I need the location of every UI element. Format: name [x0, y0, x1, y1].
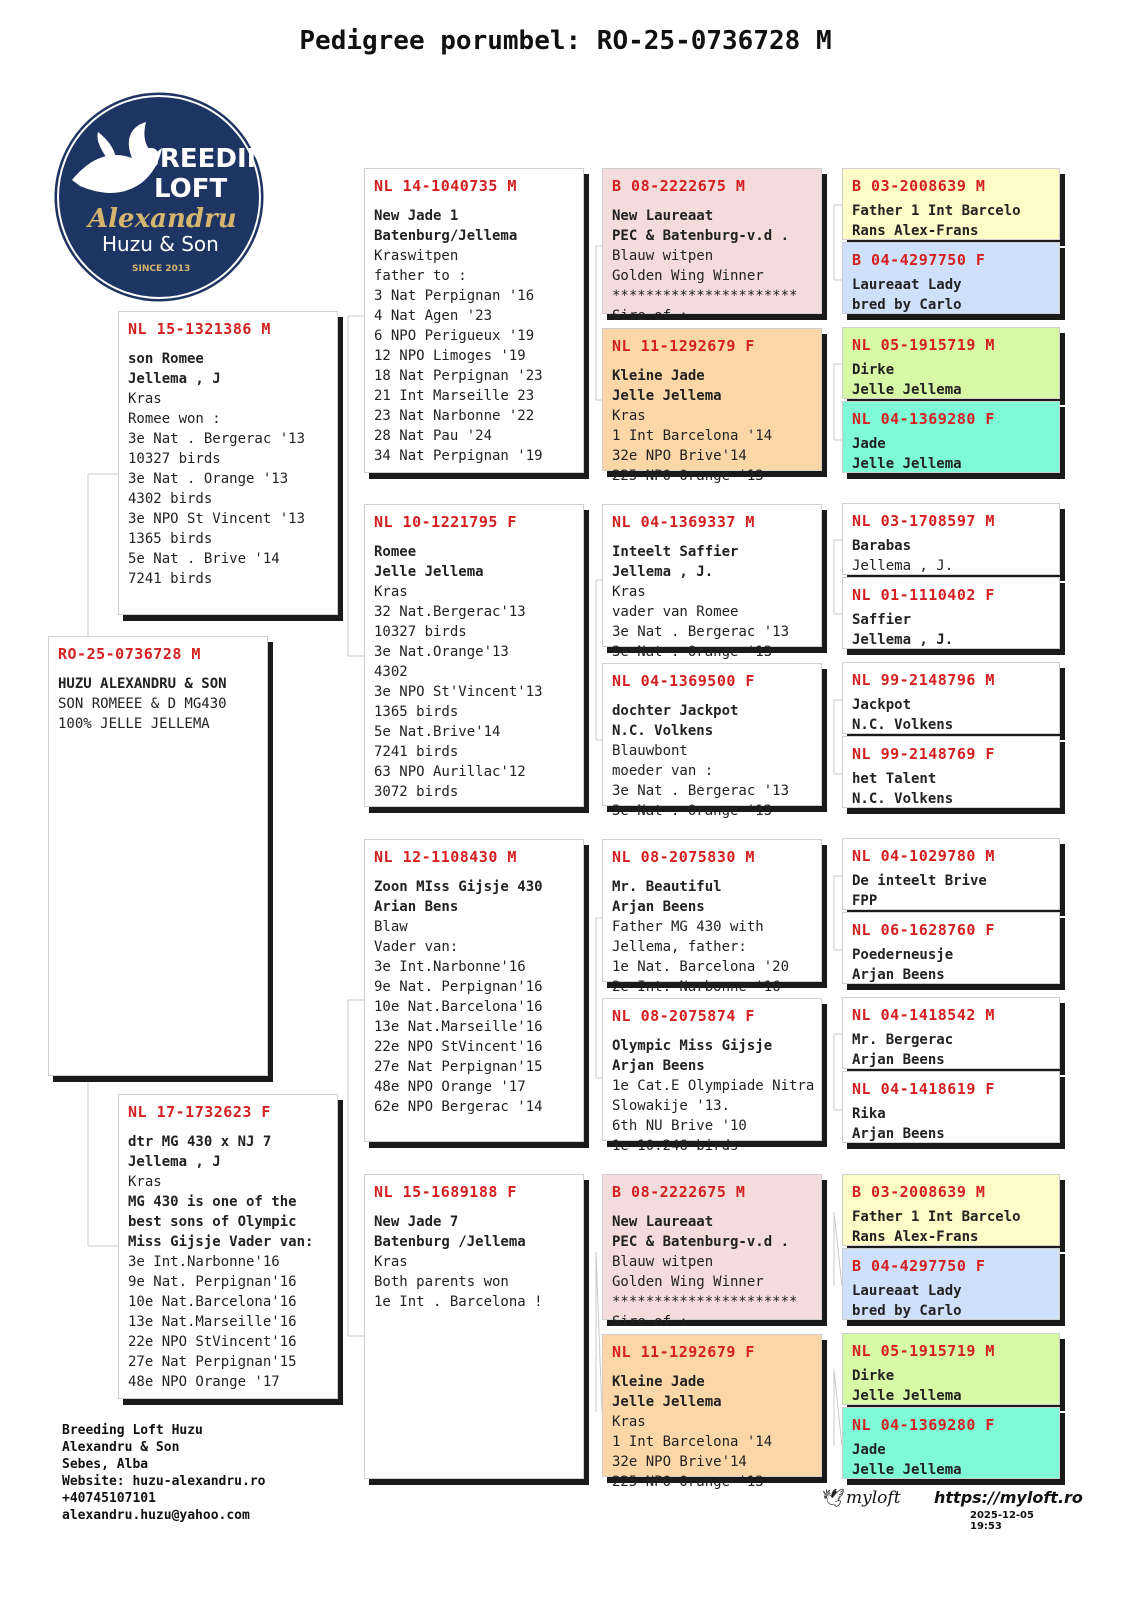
ss-line: 34 Nat Perpignan '19: [374, 448, 543, 464]
gggp-line: N.C. Volkens: [852, 791, 954, 807]
gggp-card-16[interactable]: [842, 1407, 1060, 1479]
logo-text-huzu-son: Huzu & Son: [102, 232, 219, 256]
g3-line: Kras: [612, 584, 646, 600]
gggp-line: Laureaat Lady: [852, 277, 962, 293]
gggp-line: N.C. Volkens: [852, 717, 954, 733]
gggp-line: Poederneusje: [852, 947, 954, 963]
gggp-card-3[interactable]: [842, 327, 1060, 399]
gggp-line: Jellema , J.: [852, 632, 954, 648]
sire-line: 7241 birds: [128, 571, 213, 587]
gggp-card-14[interactable]: [842, 1248, 1060, 1320]
g8-line: Kras: [612, 1414, 646, 1430]
g2-line: Jelle Jellema: [612, 388, 722, 404]
g8-line: Kleine Jade: [612, 1374, 705, 1390]
g6-line: Slowakije '13.: [612, 1098, 731, 1114]
sd-line: 1365 birds: [374, 704, 459, 720]
dd-line: Kras: [374, 1254, 408, 1270]
dam-line: dtr MG 430 x NJ 7: [128, 1134, 272, 1150]
g5-line: 2e Int. Narbonne '16: [612, 979, 781, 995]
g3-line: 3e Nat . Bergerac '13: [612, 624, 790, 640]
g7-line: PEC & Batenburg-v.d .: [612, 1234, 790, 1250]
sire-dam-card[interactable]: [364, 504, 584, 807]
g3-line: Inteelt Saffier: [612, 544, 739, 560]
ggp-card-4[interactable]: [602, 663, 822, 819]
subject-line-2: SON ROMEEE & D MG430: [58, 696, 227, 712]
sire-line: 3e Nat . Bergerac '13: [128, 431, 306, 447]
gggp-ring-id: NL 03-1708597 M: [852, 512, 995, 530]
sd-line: 10327 birds: [374, 624, 467, 640]
gggp-ring-id: B 04-4297750 F: [852, 251, 986, 269]
ds-line: Blaw: [374, 919, 408, 935]
ggp-ring-id: B 08-2222675 M: [612, 1183, 746, 1201]
g1-line: New Laureaat: [612, 208, 714, 224]
gggp-line: Father 1 Int Barcelo: [852, 203, 1021, 219]
gggp-ring-id: NL 05-1915719 M: [852, 336, 995, 354]
g8-line: Jelle Jellema: [612, 1394, 722, 1410]
footer-line: Sebes, Alba: [62, 1457, 149, 1472]
dam-sire-card[interactable]: [364, 839, 584, 1142]
sd-line: 5e Nat.Brive'14: [374, 724, 501, 740]
dd-line: New Jade 7: [374, 1214, 459, 1230]
subject-ring-id: RO-25-0736728 M: [58, 645, 201, 663]
g7-line: Blauw witpen: [612, 1254, 714, 1270]
gggp-line: Barabas: [852, 538, 912, 554]
gggp-line: Rans Alex-Frans: [852, 1229, 979, 1245]
g8-line: 1 Int Barcelona '14: [612, 1434, 773, 1450]
gggp-ring-id: NL 05-1915719 M: [852, 1342, 995, 1360]
sire-line: 5e Nat . Brive '14: [128, 551, 280, 567]
gggp-line: Jelle Jellema: [852, 382, 962, 398]
myloft-logo-text: myloft: [846, 1488, 901, 1508]
gggp-line: Jellema , J.: [852, 558, 954, 574]
gggp-line: bred by Carlo: [852, 297, 962, 313]
gggp-ring-id: NL 04-1369280 F: [852, 410, 995, 428]
gggp-ring-id: NL 04-1418542 M: [852, 1006, 995, 1024]
ss-line: Batenburg/Jellema: [374, 228, 518, 244]
ss-line: Kraswitpen: [374, 248, 459, 264]
ds-line: 9e Nat. Perpignan'16: [374, 979, 543, 995]
gggp-card-1[interactable]: [842, 168, 1060, 240]
g4-line: 3e Nat . Orange '13: [612, 803, 773, 819]
sire-line: 10327 birds: [128, 451, 221, 467]
sire-ring-id: NL 15-1321386 M: [128, 320, 271, 338]
g4-line: moeder van :: [612, 763, 714, 779]
sd-line: 3072 birds: [374, 784, 459, 800]
g4-line: 3e Nat . Bergerac '13: [612, 783, 790, 799]
g7-line: Golden Wing Winner: [612, 1274, 764, 1290]
gggp-line: Jade: [852, 436, 886, 452]
ggp-ring-id: NL 11-1292679 F: [612, 337, 755, 355]
gggp-line: Jade: [852, 1442, 886, 1458]
gggp-line: Rika: [852, 1106, 886, 1122]
g3-line: Jellema , J.: [612, 564, 714, 580]
g4-line: dochter Jackpot: [612, 703, 739, 719]
ggp-ring-id: NL 08-2075874 F: [612, 1007, 755, 1025]
g2-line: 1 Int Barcelona '14: [612, 428, 773, 444]
dam-line: 22e NPO StVincent'16: [128, 1334, 297, 1350]
gggp-line: Mr. Bergerac: [852, 1032, 954, 1048]
ss-line: 6 NPO Perigueux '19: [374, 328, 535, 344]
gggp-ring-id: NL 99-2148769 F: [852, 745, 995, 763]
gggp-card-2[interactable]: [842, 242, 1060, 314]
ss-line: 3 Nat Perpignan '16: [374, 288, 535, 304]
g2-line: 225 NPO Orange '13: [612, 468, 764, 484]
g2-line: Kras: [612, 408, 646, 424]
sd-line: 3e NPO St'Vincent'13: [374, 684, 543, 700]
gggp-line: Dirke: [852, 362, 895, 378]
g1-line: **********************: [612, 288, 798, 304]
ggp-card-3[interactable]: [602, 504, 822, 660]
gggp-card-4[interactable]: [842, 401, 1060, 473]
g5-line: Jellema, father:: [612, 939, 747, 955]
gggp-line: bred by Carlo: [852, 1303, 962, 1319]
dam-line: 3e Int.Narbonne'16: [128, 1254, 280, 1270]
gggp-card-8[interactable]: [842, 736, 1060, 808]
dam-line: Kras: [128, 1174, 162, 1190]
ds-line: 62e NPO Bergerac '14: [374, 1099, 543, 1115]
sire-line: 3e Nat . Orange '13: [128, 471, 289, 487]
sire-line: Jellema , J: [128, 371, 221, 387]
gggp-line: FPP: [852, 893, 878, 909]
gggp-ring-id: NL 06-1628760 F: [852, 921, 995, 939]
g4-line: Blauwbont: [612, 743, 688, 759]
g6-line: 1e 10.246 birds: [612, 1138, 739, 1154]
gggp-ring-id: B 04-4297750 F: [852, 1257, 986, 1275]
g5-line: Arjan Beens: [612, 899, 705, 915]
gggp-card-12[interactable]: [842, 1071, 1060, 1143]
gggp-card-6[interactable]: [842, 577, 1060, 649]
dam-sire-ring-id: NL 12-1108430 M: [374, 848, 517, 866]
ds-line: 13e Nat.Marseille'16: [374, 1019, 543, 1035]
sd-line: 63 NPO Aurillac'12: [374, 764, 526, 780]
footer-line: Alexandru & Son: [62, 1440, 180, 1455]
sd-line: 4302: [374, 664, 408, 680]
ss-line: father to :: [374, 268, 467, 284]
logo-text-breeding: BREEDING: [140, 144, 290, 174]
logo-text-since: SINCE 2013: [132, 264, 191, 274]
g6-line: Olympic Miss Gijsje: [612, 1038, 773, 1054]
dd-line: 1e Int . Barcelona !: [374, 1294, 543, 1310]
logo-text-alexandru: Alexandru: [88, 204, 237, 234]
dam-dam-ring-id: NL 15-1689188 F: [374, 1183, 517, 1201]
dam-line: 48e NPO Orange '17: [128, 1374, 280, 1390]
g4-line: N.C. Volkens: [612, 723, 714, 739]
footer-website[interactable]: Website: huzu-alexandru.ro: [62, 1474, 266, 1489]
gggp-line: het Talent: [852, 771, 937, 787]
dam-line: Jellema , J: [128, 1154, 221, 1170]
sd-line: 3e Nat.Orange'13: [374, 644, 509, 660]
footer-contact: [62, 1422, 266, 1524]
gggp-card-13[interactable]: [842, 1174, 1060, 1246]
myloft-url[interactable]: https://myloft.ro: [934, 1488, 1083, 1507]
ds-line: 3e Int.Narbonne'16: [374, 959, 526, 975]
sire-card[interactable]: [118, 311, 338, 615]
ss-line: 21 Int Marseille 23: [374, 388, 535, 404]
gggp-line: Arjan Beens: [852, 1052, 945, 1068]
ss-line: 18 Nat Perpignan '23: [374, 368, 543, 384]
ggp-ring-id: NL 11-1292679 F: [612, 1343, 755, 1361]
gggp-line: Arjan Beens: [852, 967, 945, 983]
dd-line: Batenburg /Jellema: [374, 1234, 526, 1250]
g5-line: Father MG 430 with: [612, 919, 764, 935]
ss-line: 23 Nat Narbonne '22: [374, 408, 535, 424]
g6-line: 6th NU Brive '10: [612, 1118, 747, 1134]
gggp-line: Jelle Jellema: [852, 456, 962, 472]
g2-line: 32e NPO Brive'14: [612, 448, 747, 464]
dam-line: Miss Gijsje Vader van:: [128, 1234, 314, 1250]
dam-dam-card[interactable]: [364, 1174, 584, 1479]
ds-line: 48e NPO Orange '17: [374, 1079, 526, 1095]
g7-line: Sire of :: [612, 1314, 688, 1330]
gggp-line: Saffier: [852, 612, 912, 628]
subject-card[interactable]: [48, 636, 268, 1076]
ggp-card-7[interactable]: [602, 1174, 822, 1330]
gggp-ring-id: NL 01-1110402 F: [852, 586, 995, 604]
ss-line: 4 Nat Agen '23: [374, 308, 493, 324]
gggp-line: Dirke: [852, 1368, 895, 1384]
g8-line: 225 NPO Orange '13: [612, 1474, 764, 1490]
ds-line: Vader van:: [374, 939, 459, 955]
sd-line: 7241 birds: [374, 744, 459, 760]
sire-dam-ring-id: NL 10-1221795 F: [374, 513, 517, 531]
ds-line: 27e Nat Perpignan'15: [374, 1059, 543, 1075]
g3-line: vader van Romee: [612, 604, 739, 620]
sire-line: Kras: [128, 391, 162, 407]
dam-line: best sons of Olympic: [128, 1214, 297, 1230]
ggp-card-8[interactable]: [602, 1334, 822, 1490]
gggp-card-11[interactable]: [842, 997, 1060, 1069]
ggp-ring-id: NL 08-2075830 M: [612, 848, 755, 866]
sire-line: Romee won :: [128, 411, 221, 427]
gggp-card-15[interactable]: [842, 1333, 1060, 1405]
g1-line: Golden Wing Winner: [612, 268, 764, 284]
gggp-ring-id: NL 99-2148796 M: [852, 671, 995, 689]
ss-line: 12 NPO Limoges '19: [374, 348, 526, 364]
pigeon-icon: 🕊: [822, 1488, 845, 1509]
dam-line: 9e Nat. Perpignan'16: [128, 1274, 297, 1290]
ds-line: 10e Nat.Barcelona'16: [374, 999, 543, 1015]
dam-ring-id: NL 17-1732623 F: [128, 1103, 271, 1121]
sire-sire-card[interactable]: [364, 168, 584, 473]
sire-sire-ring-id: NL 14-1040735 M: [374, 177, 517, 195]
ggp-card-5[interactable]: [602, 839, 822, 995]
gggp-line: Rans Alex-Frans: [852, 223, 979, 239]
sire-line: 1365 birds: [128, 531, 213, 547]
ggp-card-1[interactable]: [602, 168, 822, 324]
gggp-ring-id: NL 04-1369280 F: [852, 1416, 995, 1434]
gggp-line: De inteelt Brive: [852, 873, 987, 889]
g5-line: 1e Nat. Barcelona '20: [612, 959, 790, 975]
footer-email[interactable]: alexandru.huzu@yahoo.com: [62, 1508, 250, 1523]
gggp-ring-id: NL 04-1418619 F: [852, 1080, 995, 1098]
g1-line: PEC & Batenburg-v.d .: [612, 228, 790, 244]
ds-line: Zoon MIss Gijsje 430: [374, 879, 543, 895]
g2-line: Kleine Jade: [612, 368, 705, 384]
footer-phone[interactable]: +40745107101: [62, 1491, 156, 1506]
ggp-ring-id: NL 04-1369337 M: [612, 513, 755, 531]
logo-text-loft: LOFT: [154, 174, 228, 204]
gggp-card-7[interactable]: [842, 662, 1060, 734]
dd-line: Both parents won: [374, 1274, 509, 1290]
g7-line: New Laureaat: [612, 1214, 714, 1230]
subject-line-3: 100% JELLE JELLEMA: [58, 716, 210, 732]
dam-line: 27e Nat Perpignan'15: [128, 1354, 297, 1370]
subject-line-1: HUZU ALEXANDRU & SON: [58, 676, 227, 692]
page-title: Pedigree porumbel: RO-25-0736728 M: [299, 26, 832, 56]
dam-line: 10e Nat.Barcelona'16: [128, 1294, 297, 1310]
gggp-line: Jelle Jellema: [852, 1388, 962, 1404]
gggp-line: Laureaat Lady: [852, 1283, 962, 1299]
gggp-ring-id: NL 04-1029780 M: [852, 847, 995, 865]
sd-line: Kras: [374, 584, 408, 600]
ggp-ring-id: B 08-2222675 M: [612, 177, 746, 195]
ds-line: 22e NPO StVincent'16: [374, 1039, 543, 1055]
ss-line: 28 Nat Pau '24: [374, 428, 493, 444]
gggp-card-10[interactable]: [842, 912, 1060, 984]
g7-line: **********************: [612, 1294, 798, 1310]
myloft-brand: [822, 1488, 1083, 1532]
g1-line: Sire of :: [612, 308, 688, 324]
gggp-ring-id: B 03-2008639 M: [852, 177, 986, 195]
sire-line: 4302 birds: [128, 491, 213, 507]
print-date: 2025-12-05 19:53: [970, 1510, 1034, 1532]
g6-line: 1e Cat.E Olympiade Nitra: [612, 1078, 815, 1094]
g8-line: 32e NPO Brive'14: [612, 1454, 747, 1470]
gggp-line: Jelle Jellema: [852, 1462, 962, 1478]
ds-line: Arian Bens: [374, 899, 459, 915]
sire-line: son Romee: [128, 351, 204, 367]
ggp-card-6[interactable]: [602, 998, 822, 1154]
ss-line: New Jade 1: [374, 208, 459, 224]
g6-line: Arjan Beens: [612, 1058, 705, 1074]
sd-line: Jelle Jellema: [374, 564, 484, 580]
gggp-line: Arjan Beens: [852, 1126, 945, 1142]
dam-card[interactable]: [118, 1094, 338, 1399]
g3-line: 3e Nat . Orange '13: [612, 644, 773, 660]
g1-line: Blauw witpen: [612, 248, 714, 264]
gggp-card-5[interactable]: [842, 503, 1060, 575]
gggp-ring-id: B 03-2008639 M: [852, 1183, 986, 1201]
sd-line: 32 Nat.Bergerac'13: [374, 604, 526, 620]
dam-line: 13e Nat.Marseille'16: [128, 1314, 297, 1330]
ggp-ring-id: NL 04-1369500 F: [612, 672, 755, 690]
gggp-line: Father 1 Int Barcelo: [852, 1209, 1021, 1225]
dam-line: MG 430 is one of the: [128, 1194, 297, 1210]
sd-line: Romee: [374, 544, 417, 560]
gggp-card-9[interactable]: [842, 838, 1060, 910]
footer-line: Breeding Loft Huzu: [62, 1423, 203, 1438]
sire-line: 3e NPO St Vincent '13: [128, 511, 306, 527]
ggp-card-2[interactable]: [602, 328, 822, 484]
gggp-line: Jackpot: [852, 697, 912, 713]
g5-line: Mr. Beautiful: [612, 879, 722, 895]
